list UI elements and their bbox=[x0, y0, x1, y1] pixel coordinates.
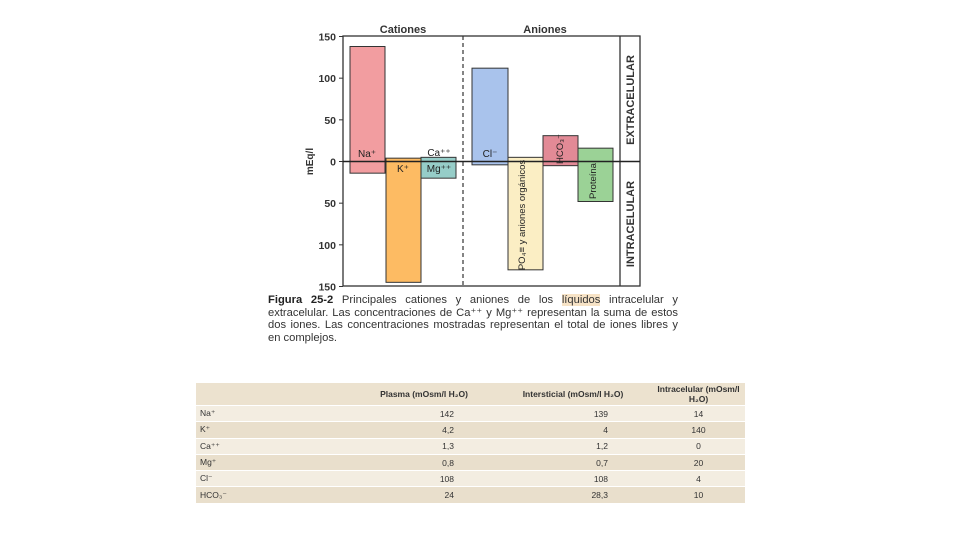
bar-label: Proteína bbox=[588, 163, 599, 199]
osmolarity-table bbox=[196, 383, 745, 503]
table-row bbox=[196, 471, 745, 487]
cell-intracelular: 0 bbox=[652, 438, 745, 454]
figure-caption bbox=[268, 294, 678, 344]
table-header-intracelular: Intracelular (mOsm/l H₂O) bbox=[652, 383, 745, 406]
table-header-row bbox=[196, 383, 745, 406]
caption-highlight: líquidos bbox=[561, 294, 601, 306]
cell-plasma: 24 bbox=[354, 487, 494, 503]
caption-text-post: intracelular y extracelular. Las concentraciones de Ca⁺⁺ y Mg⁺⁺ representan la suma de estos dos iones. Las concentraciones mostradas representan el total de iones libres y en complejos. bbox=[268, 294, 679, 344]
cell-intracelular: 10 bbox=[652, 487, 745, 503]
table-header-intersticial: Intersticial (mOsm/l H₂O) bbox=[494, 383, 652, 406]
bar-label: Cl⁻ bbox=[482, 149, 498, 160]
bar-label: HCO₃⁻ bbox=[555, 134, 566, 164]
cell-intersticial: 139 bbox=[494, 406, 652, 422]
side-label-intracelular: INTRACELULAR bbox=[625, 180, 637, 268]
cell-intersticial: 28,3 bbox=[494, 487, 652, 503]
cell-intersticial: 1,2 bbox=[494, 438, 652, 454]
cell-ion: Ca⁺⁺ bbox=[196, 438, 354, 454]
cell-intersticial: 0,7 bbox=[494, 454, 652, 470]
cell-plasma: 1,3 bbox=[354, 438, 494, 454]
y-tick-label: 50 bbox=[324, 198, 336, 211]
bar-label: K⁺ bbox=[397, 164, 409, 175]
table-row bbox=[196, 454, 745, 470]
table-row bbox=[196, 406, 745, 422]
bar-label: PO₄≡ y aniones orgánicos bbox=[517, 159, 528, 271]
group-title: Cationes bbox=[379, 24, 427, 36]
y-tick-label: 150 bbox=[318, 281, 336, 294]
table-row bbox=[196, 438, 745, 454]
y-tick-label: 100 bbox=[318, 239, 336, 252]
caption-label: Figura 25-2 bbox=[268, 294, 334, 306]
cell-intracelular: 4 bbox=[652, 471, 745, 487]
cell-intracelular: 140 bbox=[652, 422, 745, 438]
cell-intersticial: 108 bbox=[494, 471, 652, 487]
cell-ion: Na⁺ bbox=[196, 406, 354, 422]
group-title: Aniones bbox=[523, 24, 567, 36]
cell-plasma: 0,8 bbox=[354, 454, 494, 470]
cell-intracelular: 14 bbox=[652, 406, 745, 422]
bar-cation bbox=[386, 158, 421, 282]
cell-ion: Cl⁻ bbox=[196, 471, 354, 487]
side-label-extracelular: EXTRACELULAR bbox=[625, 55, 637, 145]
cell-ion: K⁺ bbox=[196, 422, 354, 438]
cell-intracelular: 20 bbox=[652, 454, 745, 470]
table-header-plasma: Plasma (mOsm/l H₂O) bbox=[354, 383, 494, 406]
cell-plasma: 142 bbox=[354, 406, 494, 422]
caption-text-pre: Principales cationes y aniones de los bbox=[341, 294, 562, 306]
cell-intersticial: 4 bbox=[494, 422, 652, 438]
cell-ion: HCO₃⁻ bbox=[196, 487, 354, 503]
y-tick-label: 100 bbox=[318, 73, 336, 86]
table-row bbox=[196, 487, 745, 503]
y-tick-label: 50 bbox=[324, 114, 336, 127]
bar-label: Ca⁺⁺ bbox=[427, 148, 451, 159]
bar-label: Na⁺ bbox=[357, 149, 377, 160]
y-tick-label: 150 bbox=[318, 31, 336, 44]
cell-ion: Mg⁺ bbox=[196, 454, 354, 470]
cell-plasma: 108 bbox=[354, 471, 494, 487]
cell-plasma: 4,2 bbox=[354, 422, 494, 438]
table-row bbox=[196, 422, 745, 438]
bar-label: Mg⁺⁺ bbox=[426, 164, 452, 175]
table-header-ion bbox=[196, 383, 354, 406]
y-axis-label: mEq/l bbox=[305, 147, 316, 176]
y-tick-label: 0 bbox=[330, 156, 336, 169]
